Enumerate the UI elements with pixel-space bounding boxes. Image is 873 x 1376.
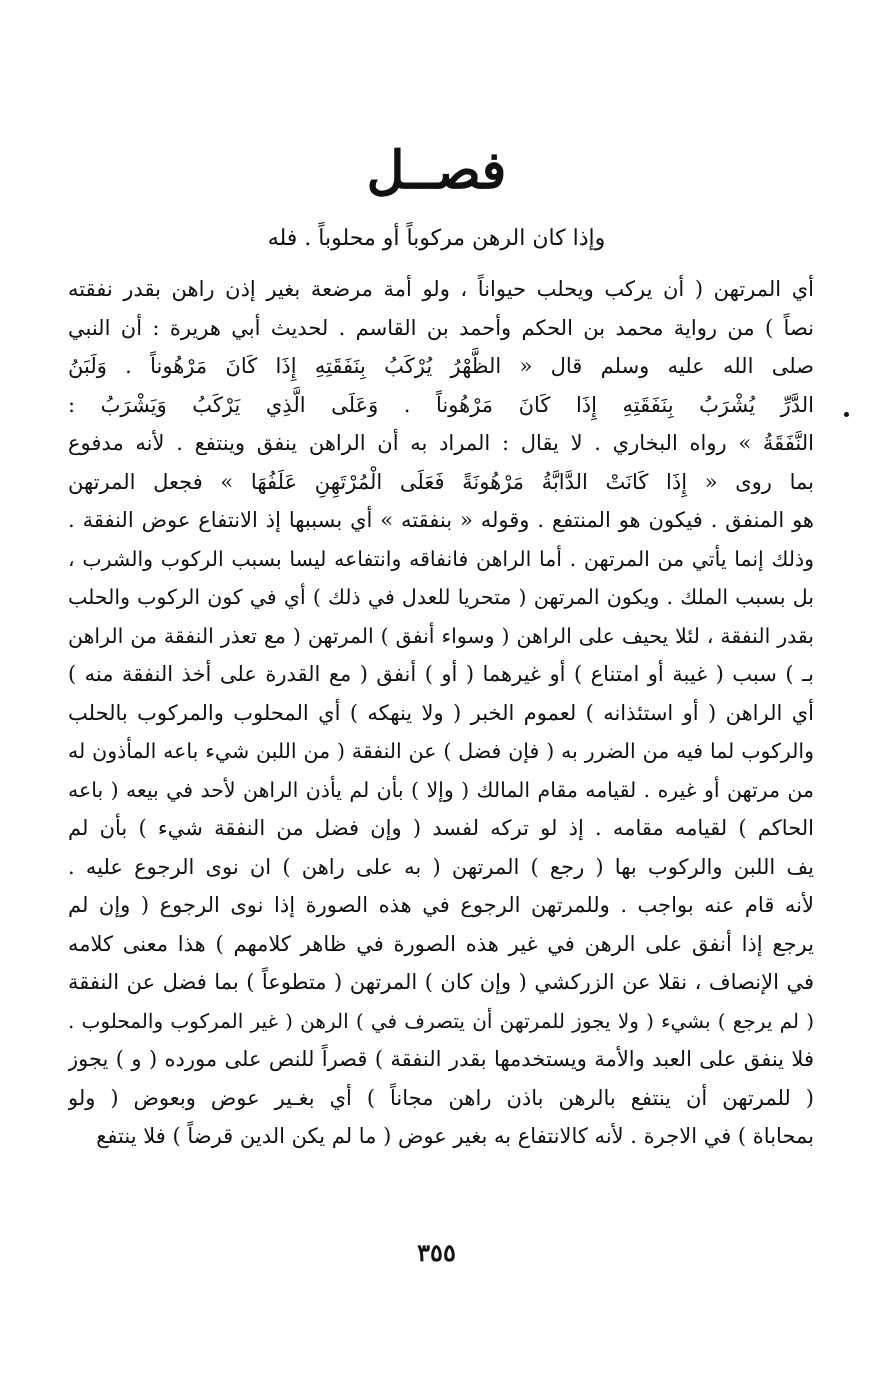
text-line: بـ ) سبب ( غيبة أو امتناع ) أو غيرهما ( أو ) أنفق ( مع القدرة على أخذ النفقة منه ) (68, 662, 814, 686)
text-line: لأنه قام عنه بواجب . وللمرتهن الرجوع في هذه الصورة إذا نوى الرجوع ( وإن لم (68, 893, 814, 917)
text-line: وذلك إنما يأتي من المرتهن . أما الراهن فانفاقه وانتفاعه ليسا بسبب الركوب والشرب ، (68, 546, 814, 571)
text-line: يرجع إذا أنفق على الرهن في غير هذه الصورة في ظاهر كلامهم ) هذا معنى كلامه (68, 931, 814, 956)
text-line: بقدر النفقة ، لئلا يحيف على الراهن ( وسواء أنفق ) المرتهن ( مع تعذر النفقة من الراهن (68, 623, 814, 648)
text-line: أي المرتهن ( أن يركب ويحلب حيواناً ، ولو أمة مرضعة بغير إذن راهن بقدر نفقته (68, 277, 814, 301)
text-line: ( لم يرجع ) بشيء ( ولا يجوز للمرتهن أن يتصرف في ) الرهن ( غير المركوب والمحلوب . (68, 1008, 814, 1033)
margin-mark (844, 412, 849, 417)
text-line: بمحاباة ) في الاجرة . لأنه كالانتفاع به بغير عوض ( ما لم يكن الدين قرضاً ) فلا ينتفع (96, 1124, 814, 1148)
text-line: ( للمرتهن أن ينتفع بالرهن باذن راهن مجاناً ) أي بغـير عوض وبعوض ( ولو (68, 1085, 814, 1110)
text-line: أي الراهن ( أو استئذانه ) لعموم الخبر ( ولا ينهكه ) أي المحلوب والمركوب بالحلب (68, 700, 814, 725)
text-line: بل بسبب الملك . ويكون المرتهن ( متحريا للعدل في ذلك ) أي في كون الركوب والحلب (68, 585, 814, 609)
text-line: صلى الله عليه وسلم قال « الظَّهْرُ يُرْكَبُ بِنَفَقَتِهِ إِذَا كَانَ مَرْهُوناً . وَلَبَنُ (68, 354, 814, 378)
text-line: هو المنفق . فيكون هو المنتفع . وقوله « بنفقته » أي بسببها إذ الانتفاع عوض النفقة . (68, 508, 814, 532)
text-line: في الإنصاف ، نقلا عن الزركشي ( وإن كان ) المرتهن ( متطوعاً ) بما فضل عن النفقة (68, 970, 814, 994)
text-line: بما روى « إِذَا كَانَتْ الدَّابَّةُ مَرْهُونَةً فَعَلَى الْمُرْتَهِنِ عَلَفُهَا » فجعل المرتهن (68, 469, 814, 494)
body-text (68, 270, 814, 1156)
text-line: الحاكم ) لقيامه مقامه . إذ لو تركه لفسد ( وإن فضل من النفقة شيء ) بأن لم (68, 816, 814, 840)
text-line: فلا ينفق على العبد والأمة ويستخدمها بقدر النفقة ) قصراً للنص على مورده ( و ) يجوز (68, 1047, 814, 1071)
section-heading: فصــل (366, 140, 507, 201)
text-line: من مرتهن أو غيره . لقيامه مقام المالك ( وإلا ) بأن لم يأذن الراهن لأحد في بيعه ( باعه (68, 777, 814, 802)
text-line: نصاً ) من رواية محمد بن الحكم وأحمد بن القاسم . لحديث أبي هريرة : أن النبي (68, 315, 814, 340)
text-line: يف اللبن والركوب بها ( رجع ) المرتهن ( به على راهن ) ان نوى الرجوع عليه . (68, 854, 814, 879)
text-line: النَّفَقَةُ » رواه البخاري . لا يقال : المراد به أن الراهن ينفق وينتفع . لأنه مدفوع (68, 431, 814, 455)
text-line: والركوب لما فيه من الضرر به ( فإن فضل ) عن النفقة ( من اللبن شيء باعه المأذون له (68, 739, 814, 763)
text-line: الدَّرِّ يُشْرَبُ بِنَفَقَتِهِ إِذَا كَانَ مَرْهُوناً . وَعَلَى الَّذِي يَرْكَبُ وَيَشْرَبُ : (68, 392, 814, 417)
section-subheading: وإذا كان الرهن مركوباً أو محلوباً . فله (267, 226, 606, 251)
page-number: ٣٥٥ (417, 1238, 456, 1267)
